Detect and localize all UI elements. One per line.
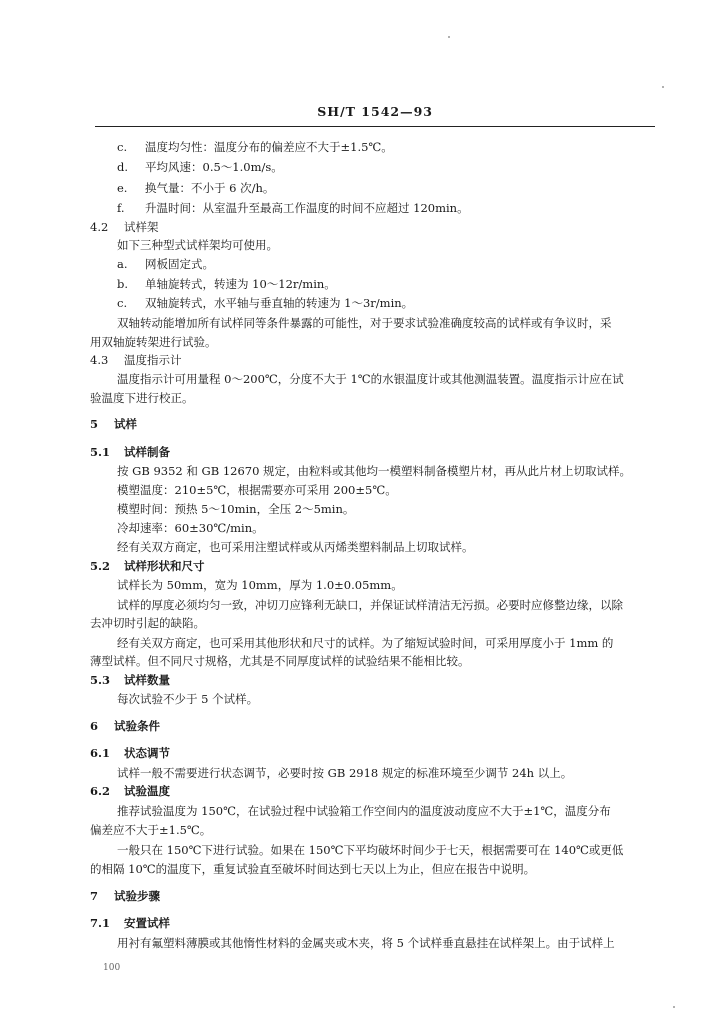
- paragraph-line: 的相隔 10℃的温度下，重复试验直至破坏时间达到七天以上为止，但应在报告中说明。: [90, 862, 536, 876]
- paragraph-line: 模塑温度：210±5℃，根据需要亦可采用 200±5℃。: [117, 483, 397, 497]
- scan-speck: [673, 1006, 675, 1008]
- section-heading: 7 试验步骤: [90, 889, 160, 903]
- section-heading: 4.3 温度指示计: [90, 353, 182, 367]
- paragraph-line: 模塑时间：预热 5～10min，全压 2～5min。: [117, 502, 355, 516]
- paragraph-line: 验温度下进行校正。: [90, 391, 194, 405]
- paragraph-line: 温度指示计可用量程 0～200℃，分度不大于 1℃的水银温度计或其他测温装置。温度指示计应在试: [117, 372, 624, 386]
- list-item: b. 单轴旋转式，转速为 10～12r/min。: [117, 277, 336, 291]
- paragraph-line: 用衬有氟塑料薄膜或其他惰性材料的金属夹或木夹，将 5 个试样垂直悬挂在试样架上。由于试样上: [117, 936, 615, 950]
- section-heading: 5.1 试样制备: [90, 445, 170, 459]
- section-heading: 6.2 试验温度: [90, 784, 170, 798]
- list-item: e. 换气量：不小于 6 次/h。: [117, 181, 275, 195]
- page-header: [95, 104, 655, 119]
- list-item: c. 温度均匀性：温度分布的偏差应不大于±1.5℃。: [117, 140, 393, 154]
- section-heading: 5 试样: [90, 417, 137, 431]
- section-heading: 4.2 试样架: [90, 220, 159, 234]
- section-heading: 5.3 试样数量: [90, 673, 170, 687]
- paragraph-line: 冷却速率：60±30℃/min。: [117, 521, 264, 535]
- list-item: d. 平均风速：0.5～1.0m/s。: [117, 160, 283, 174]
- paragraph-line: 经有关双方商定，也可采用其他形状和尺寸的试样。为了缩短试验时间，可采用厚度小于 1mm 的: [117, 636, 614, 650]
- paragraph-line: 双轴转动能增加所有试样同等条件暴露的可能性，对于要求试验准确度较高的试样或有争议时，采: [117, 316, 612, 330]
- scan-speck: [448, 36, 450, 38]
- paragraph-line: 一般只在 150℃下进行试验。如果在 150℃下平均破坏时间少于七天，根据需要可在 140℃或更低: [117, 843, 624, 857]
- section-heading: 7.1 安置试样: [90, 916, 170, 930]
- paragraph-line: 试样长为 50mm，宽为 10mm，厚为 1.0±0.05mm。: [117, 578, 403, 592]
- section-heading: 6 试验条件: [90, 719, 160, 733]
- section-heading: 5.2 试样形状和尺寸: [90, 559, 205, 573]
- paragraph-line: 经有关双方商定，也可采用注塑试样或从丙烯类塑料制品上切取试样。: [117, 540, 474, 554]
- standard-code: SH/T 1542—93: [317, 104, 433, 119]
- paragraph-line: 按 GB 9352 和 GB 12670 规定，由粒料或其他均一模塑料制备模塑片材，再从此片材上切取试样。: [117, 464, 632, 478]
- paragraph-line: 薄型试样。但不同尺寸规格，尤其是不同厚度试样的试验结果不能相比较。: [90, 654, 470, 668]
- section-heading: 6.1 状态调节: [90, 746, 170, 760]
- list-item: f. 升温时间：从室温升至最高工作温度的时间不应超过 120min。: [117, 201, 469, 215]
- paragraph-line: 用双轴旋转架进行试验。: [90, 335, 217, 349]
- paragraph-line: 如下三种型式试样架均可使用。: [117, 238, 278, 252]
- paragraph-line: 偏差应不大于±1.5℃。: [90, 823, 212, 837]
- list-item: a. 网板固定式。: [117, 257, 214, 271]
- page-number: 100: [103, 963, 121, 973]
- paragraph-line: 试样一般不需要进行状态调节，必要时按 GB 2918 规定的标准环境至少调节 24h 以上。: [117, 766, 573, 780]
- paragraph-line: 去冲切时引起的缺陷。: [90, 616, 205, 630]
- paragraph-line: 每次试验不少于 5 个试样。: [117, 692, 259, 706]
- paragraph-line: 试样的厚度必须均匀一致，冲切刀应锋利无缺口，并保证试样清洁无污损。必要时应修整边缘，以除: [117, 598, 623, 612]
- paragraph-line: 推荐试验温度为 150℃，在试验过程中试验箱工作空间内的温度波动度应不大于±1℃，温度分布: [117, 804, 611, 818]
- header-rule: [95, 126, 655, 127]
- list-item: c. 双轴旋转式，水平轴与垂直轴的转速为 1～3r/min。: [117, 296, 414, 310]
- scan-speck: [662, 86, 664, 88]
